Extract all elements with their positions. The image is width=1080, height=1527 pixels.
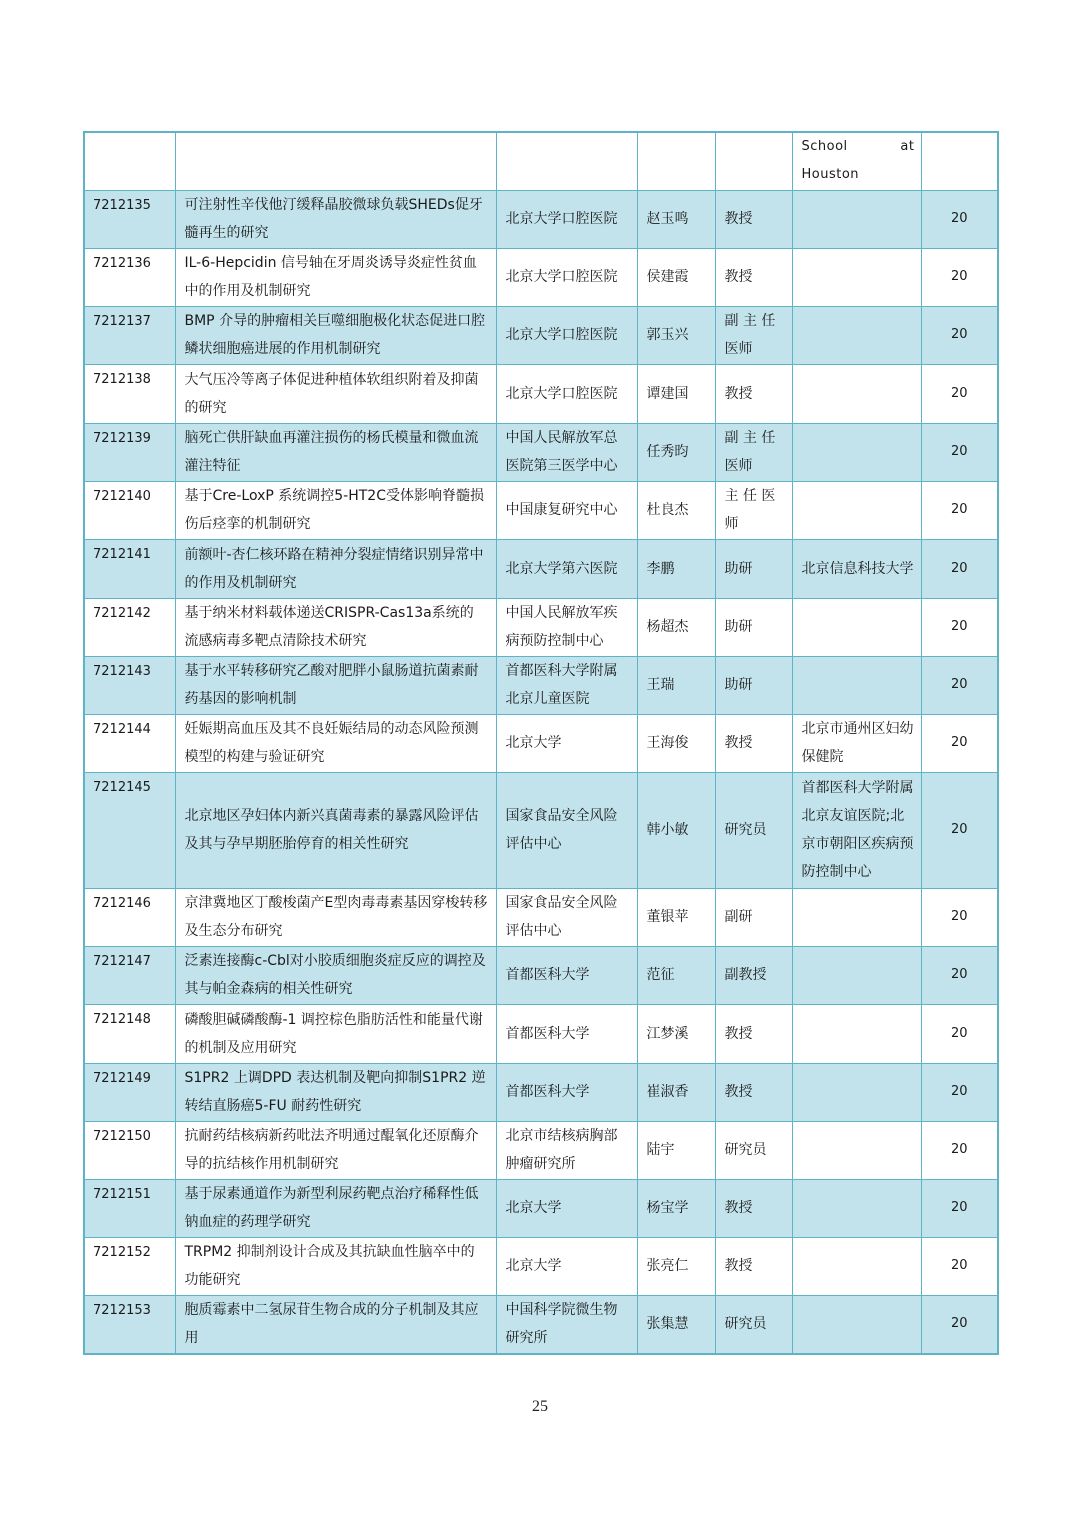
name-cell: [637, 132, 715, 190]
name-cell: 郭玉兴: [637, 306, 715, 364]
table-row: [84, 481, 998, 539]
org-cell: 首都医科大学: [496, 946, 637, 1004]
coop-cell: [792, 598, 921, 656]
amount-cell: 20: [921, 1063, 998, 1121]
table-row: [84, 772, 998, 888]
amount-cell: 20: [921, 772, 998, 888]
table-row: [84, 888, 998, 946]
title-cell: 脑死亡供肝缺血再灌注损伤的杨氏模量和微血流灌注特征: [175, 423, 496, 481]
code-cell: 7212137: [84, 306, 175, 364]
name-cell: 王瑞: [637, 656, 715, 714]
amount-cell: 20: [921, 888, 998, 946]
code-cell: 7212142: [84, 598, 175, 656]
code-cell: 7212149: [84, 1063, 175, 1121]
role-cell: 研究员: [715, 1295, 792, 1354]
role-cell: 研究员: [715, 772, 792, 888]
org-cell: 北京市结核病胸部肿瘤研究所: [496, 1121, 637, 1179]
org-cell: 北京大学口腔医院: [496, 364, 637, 423]
coop-cell: 北京信息科技大学: [792, 539, 921, 598]
org-cell: 中国人民解放军总医院第三医学中心: [496, 423, 637, 481]
coop-cell: [792, 656, 921, 714]
page-number: 25: [532, 1398, 548, 1415]
table-row: [84, 306, 998, 364]
title-cell: 大气压冷等离子体促进种植体软组织附着及抑菌的研究: [175, 364, 496, 423]
code-cell: 7212138: [84, 364, 175, 423]
org-cell: 国家食品安全风险评估中心: [496, 772, 637, 888]
project-table: [83, 131, 999, 1355]
name-cell: 杨超杰: [637, 598, 715, 656]
role-cell: 研究员: [715, 1121, 792, 1179]
role-cell: 教授: [715, 364, 792, 423]
coop-cell: [792, 423, 921, 481]
org-cell: 北京大学: [496, 1179, 637, 1237]
code-cell: 7212151: [84, 1179, 175, 1237]
code-cell: 7212135: [84, 190, 175, 248]
name-cell: 范征: [637, 946, 715, 1004]
coop-line-1-b: at: [900, 139, 915, 155]
amount-cell: 20: [921, 539, 998, 598]
role-cell: 助研: [715, 656, 792, 714]
name-cell: 董银苹: [637, 888, 715, 946]
table-row: [84, 946, 998, 1004]
coop-cell: [792, 306, 921, 364]
coop-cell: [792, 888, 921, 946]
name-cell: 王海俊: [637, 714, 715, 772]
code-cell: 7212144: [84, 714, 175, 772]
code-cell: 7212145: [84, 772, 175, 888]
org-cell: 北京大学口腔医院: [496, 248, 637, 306]
coop-cell: [792, 1121, 921, 1179]
coop-cell: [792, 1004, 921, 1063]
role-cell: 副研: [715, 888, 792, 946]
amount-cell: 20: [921, 656, 998, 714]
amount-cell: 20: [921, 714, 998, 772]
title-cell: 前额叶-杏仁核环路在精神分裂症情绪识别异常中的作用及机制研究: [175, 539, 496, 598]
amount-cell: [921, 132, 998, 190]
role-cell: 副 主 任医师: [715, 423, 792, 481]
title-cell: 基于纳米材料载体递送CRISPR-Cas13a系统的流感病毒多靶点清除技术研究: [175, 598, 496, 656]
code-cell: 7212153: [84, 1295, 175, 1354]
name-cell: 任秀昀: [637, 423, 715, 481]
code-cell: [84, 132, 175, 190]
title-cell: 泛素连接酶c-Cbl对小胶质细胞炎症反应的调控及其与帕金森病的相关性研究: [175, 946, 496, 1004]
coop-cell: [792, 1063, 921, 1121]
name-cell: 谭建国: [637, 364, 715, 423]
amount-cell: 20: [921, 1121, 998, 1179]
title-cell: 北京地区孕妇体内新兴真菌毒素的暴露风险评估及其与孕早期胚胎停育的相关性研究: [175, 772, 496, 888]
coop-cell: [792, 132, 921, 190]
amount-cell: 20: [921, 1004, 998, 1063]
table-row: [84, 598, 998, 656]
table-row: [84, 539, 998, 598]
code-cell: 7212150: [84, 1121, 175, 1179]
coop-cell: [792, 946, 921, 1004]
coop-cell: 北京市通州区妇幼保健院: [792, 714, 921, 772]
name-cell: 杜良杰: [637, 481, 715, 539]
title-cell: IL-6-Hepcidin 信号轴在牙周炎诱导炎症性贫血中的作用及机制研究: [175, 248, 496, 306]
title-cell: 基于尿素通道作为新型利尿药靶点治疗稀释性低钠血症的药理学研究: [175, 1179, 496, 1237]
coop-cell: [792, 1237, 921, 1295]
org-cell: 北京大学第六医院: [496, 539, 637, 598]
name-cell: 张集慧: [637, 1295, 715, 1354]
code-cell: 7212147: [84, 946, 175, 1004]
table-row: [84, 364, 998, 423]
code-cell: 7212152: [84, 1237, 175, 1295]
coop-line-1-a: School: [801, 139, 848, 155]
code-cell: 7212139: [84, 423, 175, 481]
coop-cell: [792, 248, 921, 306]
amount-cell: 20: [921, 598, 998, 656]
table-row: [84, 1295, 998, 1354]
code-cell: 7212143: [84, 656, 175, 714]
org-cell: 首都医科大学: [496, 1063, 637, 1121]
org-cell: 国家食品安全风险评估中心: [496, 888, 637, 946]
title-cell: 胞质霉素中二氢尿苷生物合成的分子机制及其应用: [175, 1295, 496, 1354]
org-cell: [496, 132, 637, 190]
table-row: [84, 714, 998, 772]
title-cell: 抗耐药结核病新药吡法齐明通过醌氧化还原酶介导的抗结核作用机制研究: [175, 1121, 496, 1179]
continuation-row: [84, 132, 998, 190]
org-cell: 首都医科大学附属北京儿童医院: [496, 656, 637, 714]
coop-cell: [792, 481, 921, 539]
coop-cell: [792, 364, 921, 423]
name-cell: 崔淑香: [637, 1063, 715, 1121]
role-cell: 教授: [715, 1237, 792, 1295]
role-cell: 助研: [715, 598, 792, 656]
table-row: [84, 1063, 998, 1121]
table-row: [84, 1179, 998, 1237]
table-row: [84, 248, 998, 306]
title-cell: [175, 132, 496, 190]
coop-cell: 首都医科大学附属北京友谊医院;北京市朝阳区疾病预防控制中心: [792, 772, 921, 888]
amount-cell: 20: [921, 190, 998, 248]
title-cell: 妊娠期高血压及其不良妊娠结局的动态风险预测模型的构建与验证研究: [175, 714, 496, 772]
code-cell: 7212146: [84, 888, 175, 946]
table-row: [84, 190, 998, 248]
name-cell: 侯建霞: [637, 248, 715, 306]
amount-cell: 20: [921, 1295, 998, 1354]
role-cell: 教授: [715, 1179, 792, 1237]
title-cell: 基于Cre-LoxP 系统调控5-HT2C受体影响脊髓损伤后痉挛的机制研究: [175, 481, 496, 539]
amount-cell: 20: [921, 306, 998, 364]
name-cell: 韩小敏: [637, 772, 715, 888]
table-row: [84, 1121, 998, 1179]
code-cell: 7212141: [84, 539, 175, 598]
title-cell: 基于水平转移研究乙酸对肥胖小鼠肠道抗菌素耐药基因的影响机制: [175, 656, 496, 714]
name-cell: 赵玉鸣: [637, 190, 715, 248]
title-cell: 可注射性辛伐他汀缓释晶胶微球负载SHEDs促牙髓再生的研究: [175, 190, 496, 248]
coop-cell: [792, 190, 921, 248]
role-cell: [715, 132, 792, 190]
coop-cell: [792, 1295, 921, 1354]
table-row: [84, 423, 998, 481]
role-cell: 教授: [715, 1004, 792, 1063]
coop-line-2: Houston: [801, 167, 860, 183]
org-cell: 北京大学口腔医院: [496, 190, 637, 248]
org-cell: 中国康复研究中心: [496, 481, 637, 539]
amount-cell: 20: [921, 1179, 998, 1237]
coop-line-1: [802, 133, 915, 161]
title-cell: S1PR2 上调DPD 表达机制及靶向抑制S1PR2 逆转结直肠癌5-FU 耐药性研究: [175, 1063, 496, 1121]
role-cell: 副教授: [715, 946, 792, 1004]
code-cell: 7212148: [84, 1004, 175, 1063]
role-cell: 教授: [715, 190, 792, 248]
role-cell: 教授: [715, 248, 792, 306]
table-row: [84, 1004, 998, 1063]
amount-cell: 20: [921, 364, 998, 423]
amount-cell: 20: [921, 481, 998, 539]
amount-cell: 20: [921, 248, 998, 306]
title-cell: 京津冀地区丁酸梭菌产E型肉毒毒素基因穿梭转移及生态分布研究: [175, 888, 496, 946]
role-cell: 教授: [715, 1063, 792, 1121]
org-cell: 北京大学: [496, 1237, 637, 1295]
name-cell: 杨宝学: [637, 1179, 715, 1237]
coop-cell: [792, 1179, 921, 1237]
code-cell: 7212140: [84, 481, 175, 539]
org-cell: 北京大学: [496, 714, 637, 772]
org-cell: 中国人民解放军疾病预防控制中心: [496, 598, 637, 656]
title-cell: TRPM2 抑制剂设计合成及其抗缺血性脑卒中的功能研究: [175, 1237, 496, 1295]
title-cell: 磷酸胆碱磷酸酶-1 调控棕色脂肪活性和能量代谢的机制及应用研究: [175, 1004, 496, 1063]
role-cell: 教授: [715, 714, 792, 772]
name-cell: 江梦溪: [637, 1004, 715, 1063]
name-cell: 陆宇: [637, 1121, 715, 1179]
table-row: [84, 656, 998, 714]
title-cell: BMP 介导的肿瘤相关巨噬细胞极化状态促进口腔鳞状细胞癌进展的作用机制研究: [175, 306, 496, 364]
name-cell: 张亮仁: [637, 1237, 715, 1295]
role-cell: 副 主 任医师: [715, 306, 792, 364]
org-cell: 北京大学口腔医院: [496, 306, 637, 364]
role-cell: 主 任 医师: [715, 481, 792, 539]
org-cell: 中国科学院微生物研究所: [496, 1295, 637, 1354]
amount-cell: 20: [921, 423, 998, 481]
org-cell: 首都医科大学: [496, 1004, 637, 1063]
table-row: [84, 1237, 998, 1295]
amount-cell: 20: [921, 1237, 998, 1295]
role-cell: 助研: [715, 539, 792, 598]
code-cell: 7212136: [84, 248, 175, 306]
name-cell: 李鹏: [637, 539, 715, 598]
amount-cell: 20: [921, 946, 998, 1004]
